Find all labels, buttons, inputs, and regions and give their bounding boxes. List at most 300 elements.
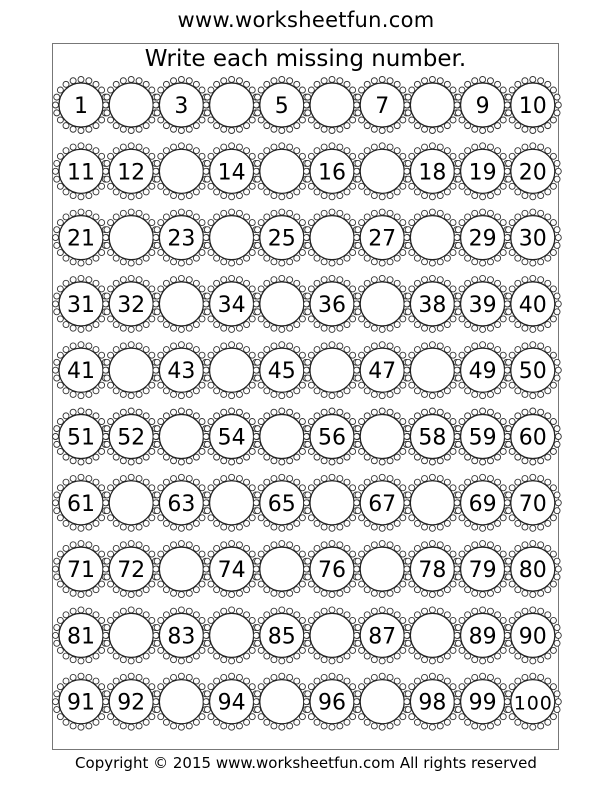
petal	[305, 508, 311, 514]
petal	[186, 277, 192, 283]
petal	[455, 640, 461, 646]
petal	[128, 592, 134, 598]
number-flower-cell	[203, 673, 260, 730]
flower-center	[360, 415, 404, 459]
blank-flower-cell[interactable]	[404, 607, 461, 664]
blank-flower-cell[interactable]	[103, 607, 160, 664]
blank-flower-cell[interactable]	[103, 209, 160, 266]
blank-flower-cell[interactable]	[203, 342, 260, 399]
petal	[321, 210, 327, 216]
petal	[78, 658, 84, 664]
number-label: 3	[174, 94, 189, 119]
petal	[104, 160, 110, 166]
petal	[86, 126, 92, 132]
flower-center	[360, 282, 404, 326]
petal	[554, 94, 560, 100]
petal	[355, 508, 361, 514]
number-flower-cell	[354, 474, 411, 531]
petal	[128, 474, 134, 480]
petal	[78, 724, 84, 730]
petal	[387, 210, 393, 216]
petal	[554, 293, 560, 299]
petal	[487, 144, 493, 150]
petal	[54, 160, 60, 166]
flower-center	[159, 149, 203, 193]
petal	[371, 343, 377, 349]
petal	[236, 608, 242, 614]
petal	[530, 541, 536, 547]
petal	[487, 325, 493, 331]
petal	[305, 492, 311, 498]
petal	[287, 391, 293, 397]
petal	[204, 707, 210, 713]
petal	[522, 458, 528, 464]
petal	[203, 235, 209, 241]
flower-center	[109, 613, 153, 657]
blank-flower-cell[interactable]	[354, 673, 411, 730]
petal	[321, 674, 327, 680]
petal	[86, 78, 92, 84]
petal	[538, 409, 544, 415]
petal	[104, 426, 110, 432]
petal	[329, 592, 335, 598]
petal	[136, 674, 142, 680]
petal	[136, 608, 142, 614]
petal	[379, 128, 385, 134]
blank-flower-cell[interactable]	[153, 673, 210, 730]
petal	[405, 691, 411, 697]
petal	[186, 78, 192, 84]
petal	[136, 524, 142, 530]
blank-flower-cell[interactable]	[253, 275, 310, 332]
petal	[506, 558, 512, 564]
petal	[104, 293, 110, 299]
petal	[236, 391, 242, 397]
petal	[337, 458, 343, 464]
petal	[304, 699, 310, 705]
petal	[120, 542, 126, 548]
petal	[128, 525, 134, 531]
petal	[104, 227, 110, 233]
petal	[522, 343, 528, 349]
petal	[120, 458, 126, 464]
petal	[53, 301, 59, 307]
petal	[171, 723, 177, 729]
number-label: 72	[117, 558, 146, 584]
petal	[371, 723, 377, 729]
petal	[337, 259, 343, 265]
petal	[329, 143, 335, 149]
petal	[178, 607, 184, 613]
petal	[171, 78, 177, 84]
petal	[404, 699, 410, 705]
petal	[70, 674, 76, 680]
petal	[480, 541, 486, 547]
petal	[487, 391, 493, 397]
petal	[329, 128, 335, 134]
petal	[371, 674, 377, 680]
blank-flower-cell[interactable]	[304, 209, 361, 266]
flower-center	[159, 680, 203, 724]
number-label: 83	[167, 624, 196, 650]
petal	[279, 607, 285, 613]
petal	[422, 277, 428, 283]
petal	[229, 408, 235, 414]
petal	[530, 658, 536, 664]
petal	[455, 110, 461, 116]
petal	[455, 94, 461, 100]
petal	[186, 608, 192, 614]
blank-flower-cell[interactable]	[253, 408, 310, 465]
petal	[455, 508, 461, 514]
petal	[186, 458, 192, 464]
petal	[171, 210, 177, 216]
petal	[405, 441, 411, 447]
petal	[229, 77, 235, 83]
blank-flower-cell[interactable]	[304, 77, 361, 134]
blank-flower-cell[interactable]	[354, 143, 411, 200]
petal	[229, 209, 235, 215]
blank-flower-cell[interactable]	[103, 77, 160, 134]
petal	[522, 193, 528, 199]
petal	[255, 293, 261, 299]
petal	[120, 343, 126, 349]
blank-flower-cell[interactable]	[153, 275, 210, 332]
petal	[506, 110, 512, 116]
blank-flower-cell[interactable]	[253, 673, 310, 730]
petal	[305, 691, 311, 697]
number-flower-cell	[253, 77, 310, 134]
petal	[354, 102, 360, 108]
petal	[104, 242, 110, 248]
number-flower-cell	[504, 342, 561, 399]
petal	[554, 558, 560, 564]
petal	[454, 434, 460, 440]
petal	[530, 209, 536, 215]
number-label: 51	[67, 425, 95, 451]
number-label: 58	[418, 425, 447, 451]
petal	[429, 658, 435, 664]
petal	[70, 524, 76, 530]
petal	[554, 110, 560, 116]
number-label: 18	[418, 160, 447, 186]
petal	[104, 110, 110, 116]
petal	[154, 309, 160, 315]
petal	[387, 409, 393, 415]
petal	[522, 144, 528, 150]
blank-flower-cell[interactable]	[203, 209, 260, 266]
petal	[171, 126, 177, 132]
petal	[271, 409, 277, 415]
blank-flower-cell[interactable]	[354, 541, 411, 598]
petal	[305, 574, 311, 580]
petal	[454, 500, 460, 506]
number-flower-cell	[454, 77, 511, 134]
blank-flower-cell[interactable]	[103, 474, 160, 531]
blank-flower-cell[interactable]	[153, 541, 210, 598]
petal	[379, 607, 385, 613]
number-label: 65	[267, 491, 296, 517]
petal	[255, 160, 261, 166]
petal	[287, 542, 293, 548]
petal	[178, 592, 184, 598]
petal	[255, 558, 261, 564]
blank-flower-cell[interactable]	[354, 275, 411, 332]
petal	[255, 492, 261, 498]
petal	[321, 391, 327, 397]
petal	[522, 277, 528, 283]
petal	[204, 293, 210, 299]
petal	[355, 110, 361, 116]
number-label: 40	[518, 292, 547, 318]
petal	[279, 260, 285, 266]
petal	[120, 193, 126, 199]
petal	[455, 691, 461, 697]
petal	[229, 541, 235, 547]
petal	[329, 525, 335, 531]
petal	[70, 193, 76, 199]
number-label: 16	[318, 160, 346, 186]
blank-flower-cell[interactable]	[103, 342, 160, 399]
petal	[429, 260, 435, 266]
petal	[554, 242, 560, 248]
petal	[204, 176, 210, 182]
petal	[337, 391, 343, 397]
number-label: 32	[117, 292, 146, 318]
petal	[472, 277, 478, 283]
flower-center	[210, 216, 254, 260]
petal	[54, 558, 60, 564]
blank-flower-cell[interactable]	[153, 408, 210, 465]
petal	[279, 128, 285, 134]
petal	[305, 94, 311, 100]
petal	[321, 657, 327, 663]
number-flower-cell	[454, 408, 511, 465]
petal	[472, 193, 478, 199]
number-label: 52	[117, 425, 146, 451]
petal	[221, 391, 227, 397]
petal	[154, 94, 160, 100]
petal	[354, 566, 360, 572]
petal	[203, 699, 209, 705]
petal	[120, 126, 126, 132]
blank-flower-cell[interactable]	[304, 607, 361, 664]
petal	[480, 592, 486, 598]
petal	[379, 260, 385, 266]
petal	[522, 126, 528, 132]
blank-flower-cell[interactable]	[304, 342, 361, 399]
petal	[387, 524, 393, 530]
petal	[554, 375, 560, 381]
petal	[455, 441, 461, 447]
petal	[154, 691, 160, 697]
petal	[329, 194, 335, 200]
number-flower-cell	[504, 408, 561, 465]
blank-flower-cell[interactable]	[153, 143, 210, 200]
petal	[255, 625, 261, 631]
petal	[405, 227, 411, 233]
petal	[480, 525, 486, 531]
petal	[530, 194, 536, 200]
petal	[271, 674, 277, 680]
petal	[337, 657, 343, 663]
flower-center	[109, 348, 153, 392]
petal	[522, 78, 528, 84]
flower-center	[310, 216, 354, 260]
blank-flower-cell[interactable]	[404, 342, 461, 399]
petal	[154, 176, 160, 182]
petal	[355, 375, 361, 381]
blank-flower-cell[interactable]	[203, 607, 260, 664]
number-label: 59	[468, 425, 497, 451]
petal	[305, 640, 311, 646]
petal	[455, 176, 461, 182]
petal	[371, 126, 377, 132]
petal	[253, 301, 259, 307]
petal	[54, 309, 60, 315]
worksheet-title: Write each missing number.	[144, 46, 467, 72]
petal	[355, 359, 361, 365]
petal	[70, 458, 76, 464]
petal	[78, 260, 84, 266]
petal	[128, 658, 134, 664]
petal	[236, 144, 242, 150]
petal	[229, 143, 235, 149]
petal	[271, 391, 277, 397]
petal	[437, 144, 443, 150]
petal	[86, 144, 92, 150]
number-label: 98	[418, 690, 447, 716]
petal	[136, 325, 142, 331]
blank-flower-cell[interactable]	[404, 474, 461, 531]
petal	[204, 492, 210, 498]
petal	[287, 144, 293, 150]
petal	[128, 260, 134, 266]
petal	[204, 309, 210, 315]
petal	[538, 458, 544, 464]
petal	[480, 326, 486, 332]
petal	[305, 426, 311, 432]
petal	[136, 343, 142, 349]
petal	[287, 277, 293, 283]
petal	[221, 277, 227, 283]
number-flower-cell	[304, 143, 361, 200]
petal	[70, 723, 76, 729]
petal	[506, 293, 512, 299]
petal	[422, 542, 428, 548]
number-label: 27	[368, 226, 397, 252]
blank-flower-cell[interactable]	[203, 77, 260, 134]
petal	[128, 209, 134, 215]
petal	[437, 78, 443, 84]
petal	[279, 209, 285, 215]
petal	[355, 640, 361, 646]
number-label: 19	[468, 160, 497, 186]
petal	[437, 524, 443, 530]
petal	[279, 275, 285, 281]
petal	[171, 674, 177, 680]
blank-flower-cell[interactable]	[354, 408, 411, 465]
petal	[429, 209, 435, 215]
petal	[70, 126, 76, 132]
number-label: 29	[468, 226, 497, 252]
petal	[304, 500, 310, 506]
number-label: 94	[217, 690, 246, 716]
petal	[371, 458, 377, 464]
copyright-text: Copyright © 2015 www.worksheetfun.com All rights reserved	[75, 754, 537, 772]
petal	[405, 707, 411, 713]
petal	[78, 592, 84, 598]
blank-flower-cell[interactable]	[253, 541, 310, 598]
petal	[186, 193, 192, 199]
number-label: 74	[217, 558, 246, 584]
petal	[154, 707, 160, 713]
petal	[221, 674, 227, 680]
petal	[287, 723, 293, 729]
petal	[255, 309, 261, 315]
petal	[104, 508, 110, 514]
petal	[355, 227, 361, 233]
petal	[387, 343, 393, 349]
petal	[329, 342, 335, 348]
blank-flower-cell[interactable]	[253, 143, 310, 200]
petal	[437, 126, 443, 132]
petal	[522, 210, 528, 216]
petal	[53, 102, 59, 108]
petal	[321, 409, 327, 415]
petal	[480, 194, 486, 200]
number-flower-cell	[203, 541, 260, 598]
number-flower-cell	[53, 474, 110, 531]
petal	[429, 408, 435, 414]
petal	[405, 426, 411, 432]
petal	[53, 235, 59, 241]
petal	[120, 325, 126, 331]
petal	[104, 625, 110, 631]
flower-center	[159, 547, 203, 591]
petal	[337, 78, 343, 84]
blank-flower-cell[interactable]	[404, 77, 461, 134]
number-flower-cell	[454, 275, 511, 332]
blank-flower-cell[interactable]	[404, 209, 461, 266]
petal	[404, 632, 410, 638]
petal	[153, 434, 159, 440]
petal	[487, 608, 493, 614]
petal	[487, 476, 493, 482]
petal	[236, 343, 242, 349]
petal	[120, 524, 126, 530]
flower-center	[360, 547, 404, 591]
petal	[455, 227, 461, 233]
petal	[422, 259, 428, 265]
petal	[287, 458, 293, 464]
petal	[104, 359, 110, 365]
petal	[404, 434, 410, 440]
petal	[54, 242, 60, 248]
blank-flower-cell[interactable]	[203, 474, 260, 531]
blank-flower-cell[interactable]	[304, 474, 361, 531]
petal	[429, 592, 435, 598]
petal	[120, 210, 126, 216]
petal	[355, 309, 361, 315]
petal	[504, 102, 510, 108]
flower-center	[210, 83, 254, 127]
petal	[554, 160, 560, 166]
petal	[103, 699, 109, 705]
petal	[70, 657, 76, 663]
petal	[178, 673, 184, 679]
petal	[103, 102, 109, 108]
